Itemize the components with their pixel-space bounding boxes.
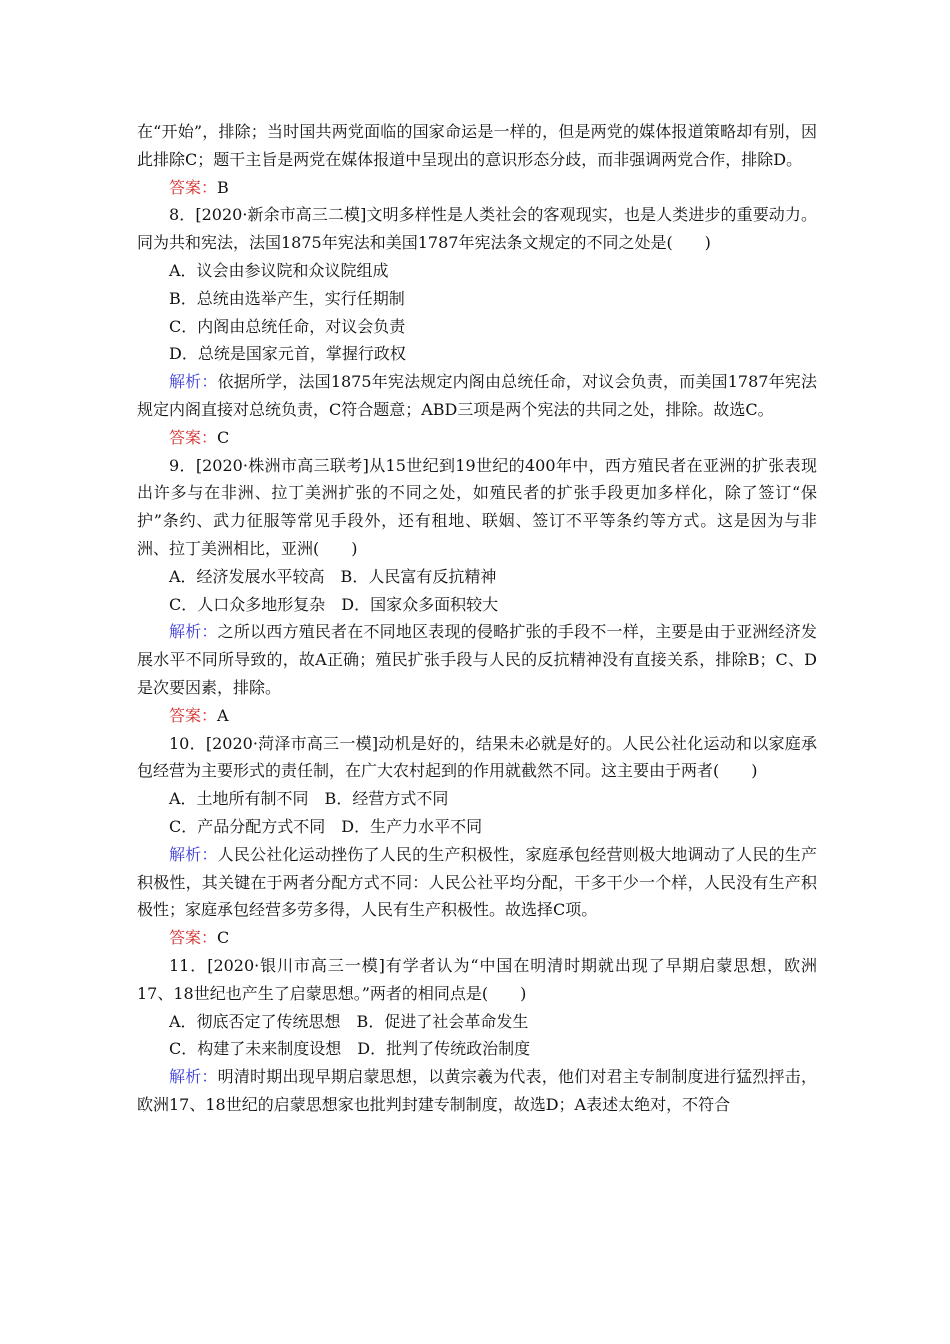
answer-value: C xyxy=(217,928,230,948)
question-11-options-cd: C．构建了未来制度设想 D．批判了传统政治制度 xyxy=(169,1039,531,1059)
question-8-analysis xyxy=(137,368,817,424)
question-10-options-cd: C．产品分配方式不同 D．生产力水平不同 xyxy=(169,816,483,836)
question-8-option-c: C．内阁由总统任命，对议会负责 xyxy=(169,316,406,336)
question-11-stem: 11．[2020·银川市高三一模]有学者认为“中国在明清时期就出现了早期启蒙思想，欧洲17、18世纪也产生了启蒙思想。”两者的相同点是( ) xyxy=(137,955,817,1003)
question-11-options-ab: A．彻底否定了传统思想 B．促进了社会革命发生 xyxy=(169,1011,529,1031)
question-11-analysis xyxy=(137,1063,817,1119)
answer-value: C xyxy=(217,427,230,447)
answer-value: B xyxy=(217,177,229,197)
answer-label: 答案： xyxy=(169,177,218,197)
analysis-text: 明清时期出现早期启蒙思想，以黄宗羲为代表，他们对君主专制制度进行猛烈抨击，欧洲17、18世纪的启蒙思想家也批判封建专制制度，故选D；A表述太绝对，不符合 xyxy=(137,1067,817,1114)
analysis-text: 人民公社化运动挫伤了人民的生产积极性，家庭承包经营则极大地调动了人民的生产积极性，其关键在于两者分配方式不同：人民公社平均分配，干多干少一个样，人民没有生产积极性；家庭承包经营多劳多得，人民有生产积极性。故选择C项。 xyxy=(137,844,817,920)
analysis-text: 之所以西方殖民者在不同地区表现的侵略扩张的手段不一样，主要是由于亚洲经济发展水平不同所导致的，故A正确；殖民扩张手段与人民的反抗精神没有直接关系，排除B；C、D是次要因素，排除。 xyxy=(137,622,817,697)
answer-label: 答案： xyxy=(169,928,218,948)
question-9-answer xyxy=(137,702,817,730)
analysis-label: 解析： xyxy=(169,622,218,642)
intro-analysis-continued: 在“开始”，排除；当时国共两党面临的国家命运是一样的，但是两党的媒体报道策略却有别，因此排除C；题干主旨是两党在媒体报道中呈现出的意识形态分歧，而非强调两党合作，排除D。 xyxy=(137,122,817,169)
question-10-options-ab: A．土地所有制不同 B．经营方式不同 xyxy=(169,789,449,809)
question-10-answer xyxy=(137,924,817,952)
question-8-option-a: A．议会由参议院和众议院组成 xyxy=(169,260,389,280)
analysis-label: 解析： xyxy=(169,372,218,392)
answer-label: 答案： xyxy=(169,705,218,725)
question-8-option-b: B．总统由选举产生，实行任期制 xyxy=(169,288,405,308)
question-10-stem: 10．[2020·菏泽市高三一模]动机是好的，结果未必就是好的。人民公社化运动和以家庭承包经营为主要形式的责任制，在广大农村起到的作用就截然不同。这主要由于两者( ) xyxy=(137,733,817,781)
answer-line xyxy=(137,174,817,202)
question-8-option-d: D．总统是国家元首，掌握行政权 xyxy=(169,344,406,364)
question-9-stem: 9．[2020·株洲市高三联考]从15世纪到19世纪的400年中，西方殖民者在亚洲的扩张表现出许多与在非洲、拉丁美洲扩张的不同之处，如殖民者的扩张手段更加多样化，除了签订“保护”条约、武力征服等常见手段外，还有租地、联姻、签订不平等条约等方式。这是因为与非洲、拉丁美洲相比，亚洲( ) xyxy=(137,455,817,558)
answer-label: 答案： xyxy=(169,427,218,447)
analysis-label: 解析： xyxy=(169,1067,218,1087)
question-8-stem: 8．[2020·新余市高三二模]文明多样性是人类社会的客观现实，也是人类进步的重要动力。同为共和宪法，法国1875年宪法和美国1787年宪法条文规定的不同之处是( ) xyxy=(137,205,817,253)
question-8-answer xyxy=(137,424,817,452)
question-10-analysis xyxy=(137,841,817,924)
question-9-analysis xyxy=(137,618,817,701)
question-9-options-ab: A．经济发展水平较高 B．人民富有反抗精神 xyxy=(169,566,497,586)
analysis-label: 解析： xyxy=(169,844,218,864)
question-9-options-cd: C．人口众多地形复杂 D．国家众多面积较大 xyxy=(169,594,499,614)
document-page xyxy=(137,118,817,1119)
answer-value: A xyxy=(217,705,229,725)
analysis-text: 依据所学，法国1875年宪法规定内阁由总统任命，对议会负责，而美国1787年宪法规定内阁直接对总统负责，C符合题意；ABD三项是两个宪法的共同之处，排除。故选C。 xyxy=(137,372,817,419)
